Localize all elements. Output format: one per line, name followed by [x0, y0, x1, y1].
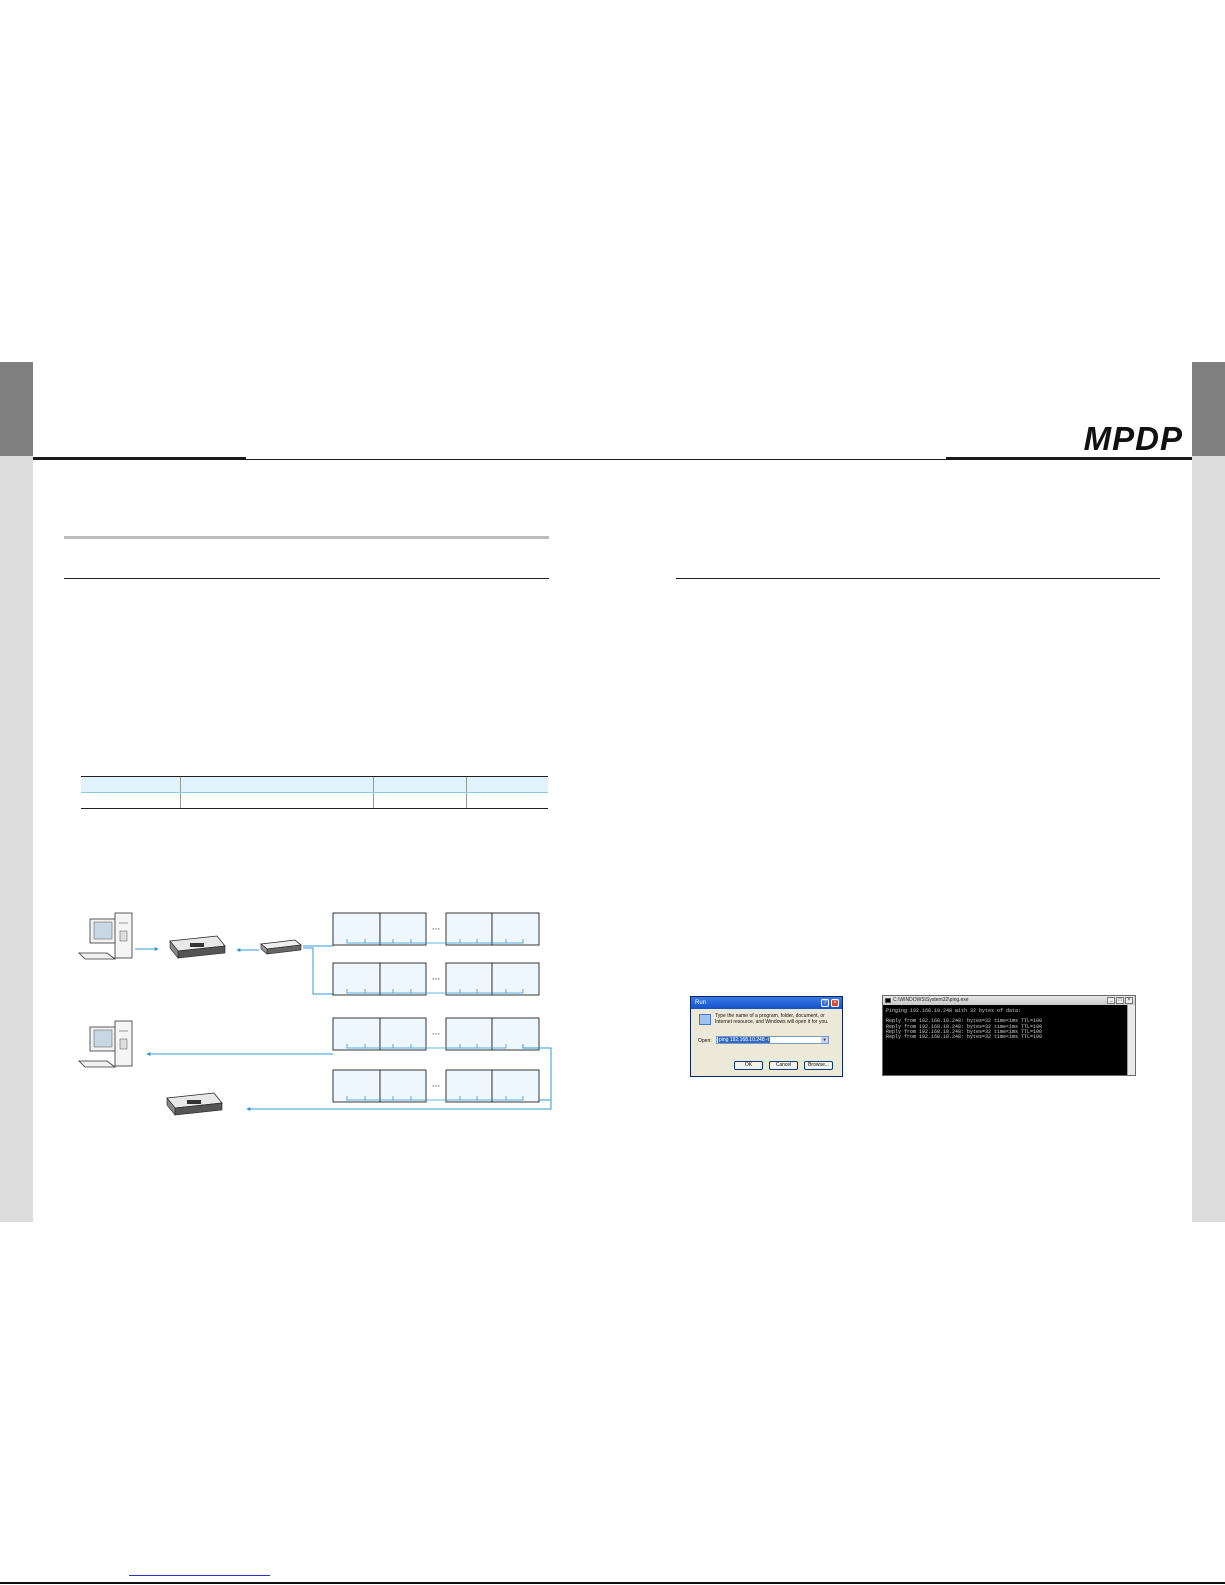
left-header-thick-rule	[33, 457, 246, 460]
ellipsis-label: ···	[431, 1030, 441, 1040]
console-output: Pinging 192.168.10.248 with 32 bytes of data: Reply from 192.168.10.248: bytes=32 time<1ms TTL=100 Reply from 192.168.10.248: bytes=32 time<1ms TTL=100 Reply from 192.168.10.248: bytes=32 time<1ms TTL=100 Reply from 192.168.10.248: bytes=32 time<1ms TTL=100	[886, 1008, 1043, 1041]
table-cell	[467, 793, 548, 809]
right-section-rule	[676, 578, 1160, 579]
table-header-row	[81, 777, 548, 793]
left-margin-strip	[0, 362, 33, 1222]
table-header-cell	[374, 777, 467, 793]
ellipsis-label: ···	[431, 975, 441, 985]
browse-button: Browse...	[804, 1061, 833, 1070]
minimize-icon: _	[1107, 997, 1115, 1004]
table-header-cell	[181, 777, 374, 793]
open-input-value: ping 192.168.10.248 -t	[719, 1037, 770, 1043]
table-header-cell	[81, 777, 181, 793]
run-program-icon	[699, 1014, 711, 1025]
open-label: Open:	[698, 1038, 712, 1044]
brand-logo: MPDP	[1083, 420, 1183, 457]
table-row	[81, 793, 548, 809]
run-dialog-screenshot	[690, 996, 843, 1077]
left-chapter-tab	[0, 362, 33, 456]
pc-computer-icon	[79, 1021, 132, 1067]
cancel-button: Cancel	[769, 1061, 798, 1070]
media-box-icon	[167, 1093, 222, 1115]
ellipsis-label: ···	[431, 1082, 441, 1092]
help-icon: ?	[821, 999, 829, 1007]
run-dialog-message: Type the name of a program, folder, document, or Internet resource, and Windows will open it for you.	[715, 1013, 829, 1025]
ok-button: OK	[734, 1061, 763, 1070]
close-icon: ×	[1125, 997, 1133, 1004]
network-hub-icon	[261, 940, 301, 954]
run-dialog-title: Run	[691, 997, 842, 1009]
console-title: C:\WINDOWS\System32\ping.exe	[883, 996, 1135, 1005]
footer-rule	[0, 1582, 1225, 1584]
right-margin-strip	[1192, 362, 1225, 1222]
ellipsis-label: ···	[431, 925, 441, 935]
console-window-icon	[885, 998, 891, 1003]
network-connection-diagram	[75, 905, 565, 1130]
pc-computer-icon	[79, 913, 132, 959]
section-heading-bar	[64, 536, 549, 539]
chevron-down-icon: ▼	[822, 1037, 827, 1042]
close-icon: ×	[831, 999, 839, 1007]
maximize-icon: □	[1116, 997, 1124, 1004]
open-input	[716, 1036, 829, 1044]
spec-table	[81, 776, 548, 809]
table-cell	[81, 793, 181, 809]
table-cell	[181, 793, 374, 809]
right-chapter-tab	[1192, 362, 1225, 456]
left-section-rule	[64, 578, 549, 579]
header-thin-rule	[246, 459, 946, 460]
media-box-icon	[170, 936, 225, 958]
ping-console-screenshot	[882, 995, 1136, 1076]
footer-link-underline	[129, 1575, 270, 1576]
table-header-cell	[467, 777, 548, 793]
console-scrollbar	[1127, 1005, 1135, 1075]
table-cell	[374, 793, 467, 809]
